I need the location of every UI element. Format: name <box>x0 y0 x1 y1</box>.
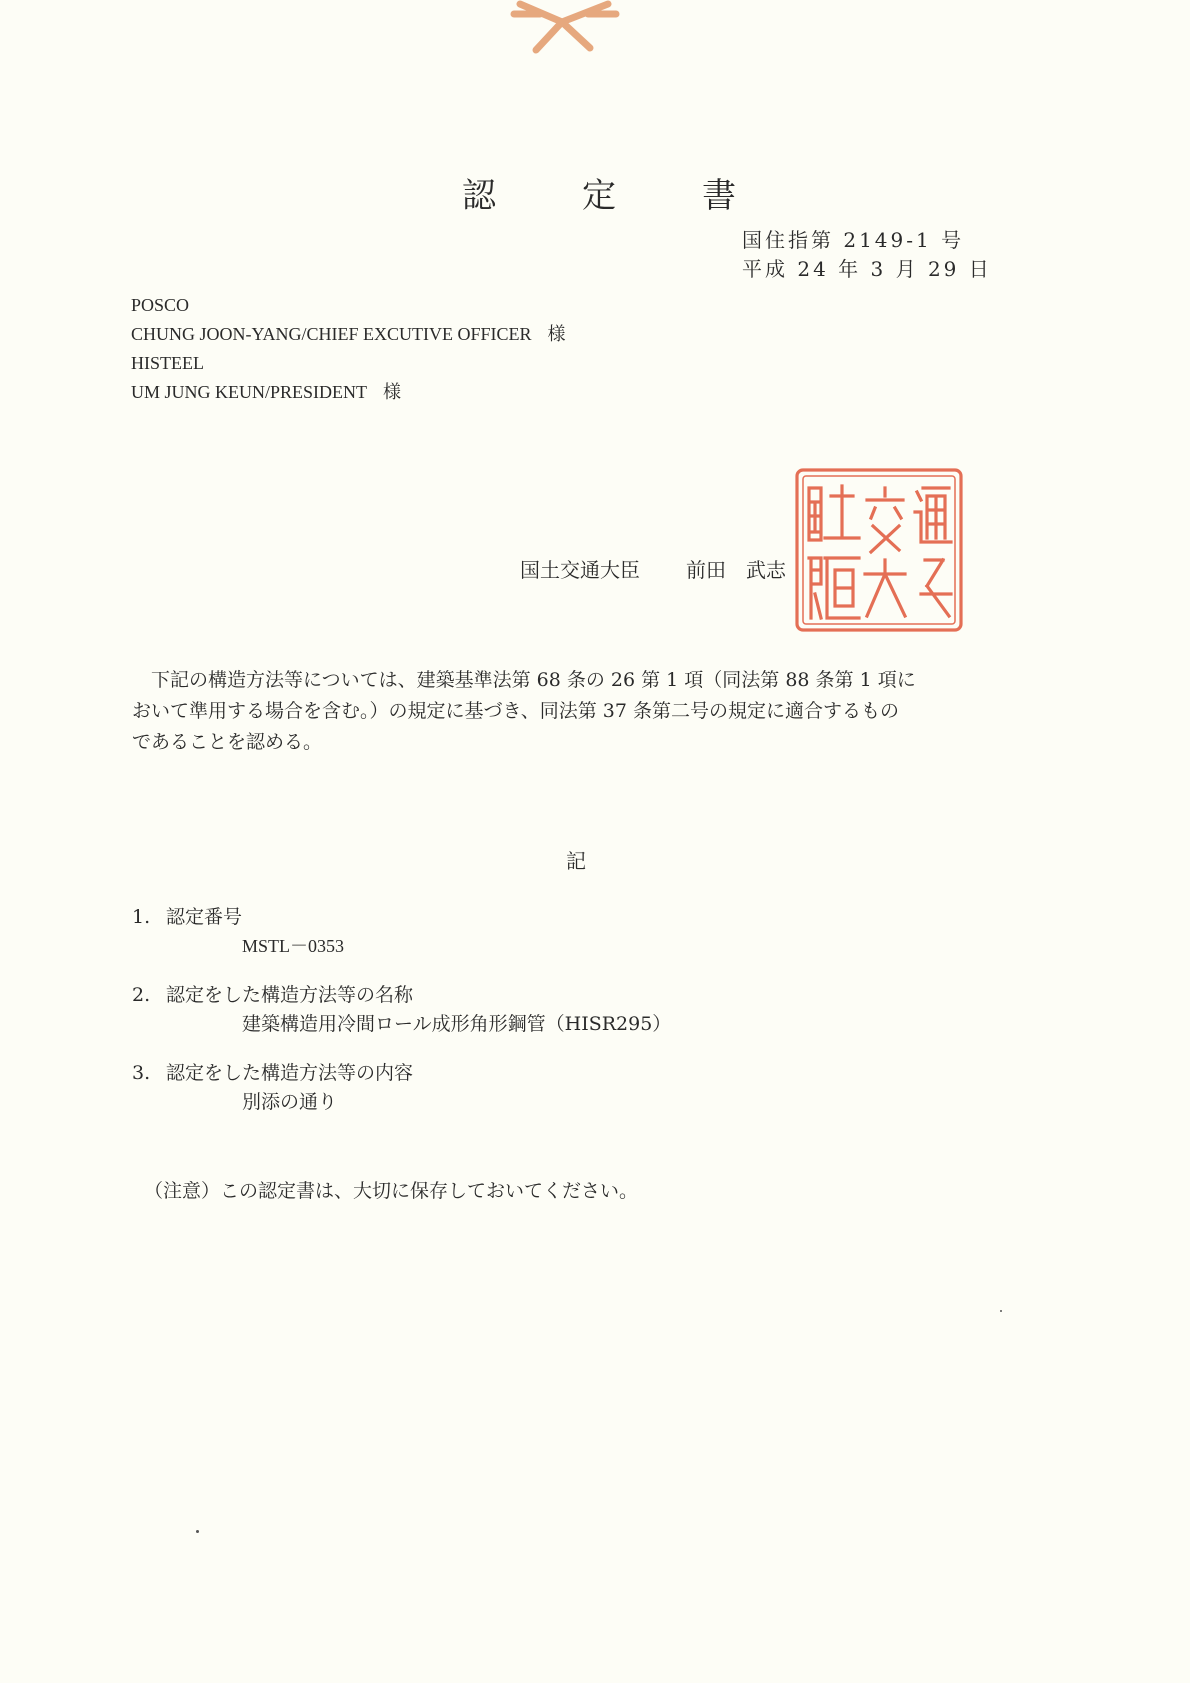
official-seal <box>793 466 965 634</box>
list-item: 1. 認定番号 MSTL－0353 <box>132 903 671 961</box>
document-date: 平成 24 年 3 月 29 日 <box>742 257 992 281</box>
certification-number: MSTL－0353 <box>242 936 345 956</box>
caution-note: （注意）この認定書は、大切に保存しておいてください。 <box>144 1180 639 1202</box>
document-number: 国住指第 2149-1 号 <box>742 228 965 252</box>
addressee-line: HISTEEL <box>131 353 204 373</box>
item-label: 認定番号 <box>166 906 243 928</box>
addressee-line: CHUNG JOON-YANG/CHIEF EXCUTIVE OFFICER 様 <box>131 324 566 345</box>
addressee-block <box>131 291 566 407</box>
item-label: 認定をした構造方法等の名称 <box>166 984 414 1006</box>
ki-heading: 記 <box>566 849 586 873</box>
scan-speck <box>196 1530 199 1533</box>
issuer-name: 前田 武志 <box>686 558 786 582</box>
addressee-line: UM JUNG KEUN/PRESIDENT 様 <box>131 382 402 403</box>
emblem-stamp-partial <box>500 0 630 56</box>
scan-speck <box>1000 1310 1002 1312</box>
certification-items <box>132 903 671 1137</box>
list-item: 3. 認定をした構造方法等の内容 別添の通り <box>132 1059 671 1117</box>
document-title: 認 定 書 <box>462 176 762 216</box>
document-number-block <box>742 226 992 284</box>
statement-line: であることを認める。 <box>132 731 323 753</box>
addressee-line: POSCO <box>131 295 190 315</box>
structure-method-content: 別添の通り <box>242 1091 338 1113</box>
statement-line: 下記の構造方法等については、建築基準法第 68 条の 26 第 1 項（同法第 88 条第 1 項に <box>132 669 916 691</box>
certification-statement <box>132 665 1022 758</box>
issuer-title: 国土交通大臣 <box>520 558 640 582</box>
issuer-line <box>520 554 786 583</box>
list-item: 2. 認定をした構造方法等の名称 建築構造用冷間ロール成形角形鋼管（HISR295） <box>132 981 671 1039</box>
statement-line: おいて準用する場合を含む。）の規定に基づき、同法第 37 条第二号の規定に適合するもの <box>132 700 899 722</box>
item-label: 認定をした構造方法等の内容 <box>166 1062 414 1084</box>
structure-method-name: 建築構造用冷間ロール成形角形鋼管（HISR295） <box>242 1013 672 1035</box>
